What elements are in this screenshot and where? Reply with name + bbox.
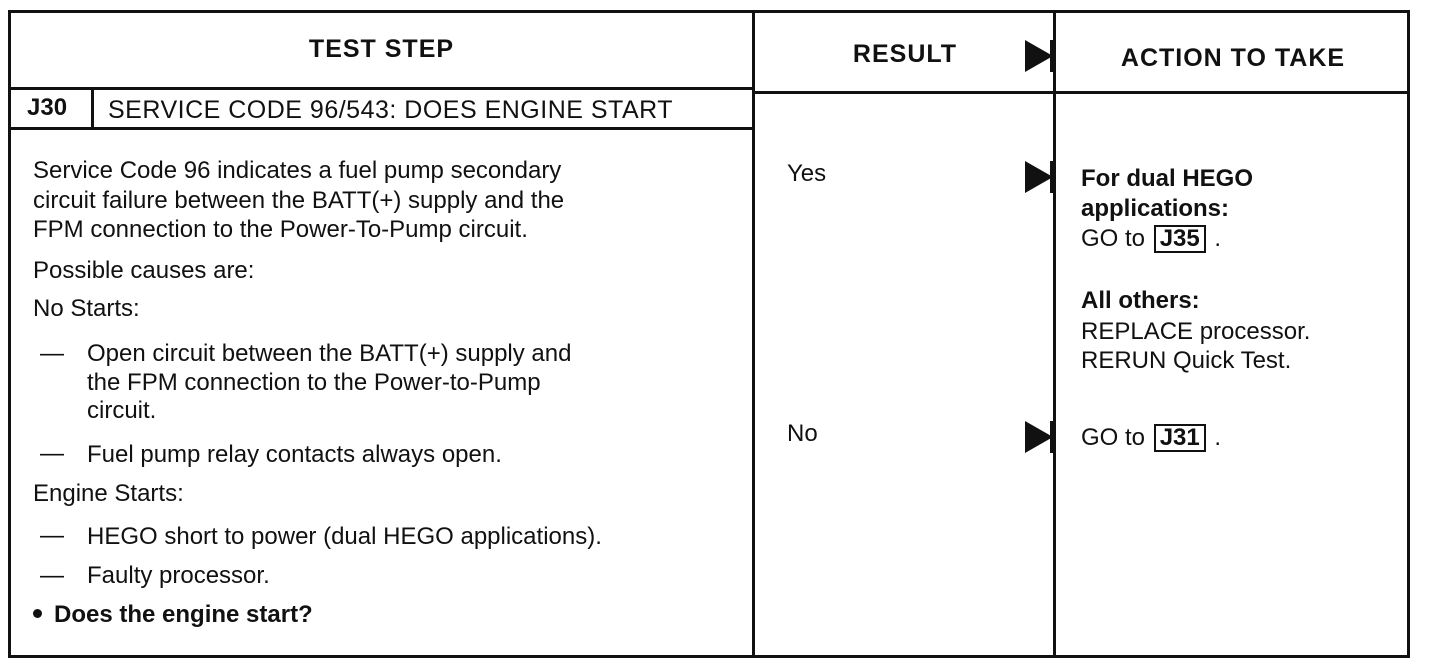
ref-j31[interactable]: J31 — [1154, 424, 1206, 452]
column-divider-result — [752, 10, 755, 658]
cause-1-line-1: Open circuit between the BATT(+) supply and — [87, 340, 572, 367]
action-all-others-heading: All others: — [1081, 287, 1200, 314]
action-no-goto — [1081, 424, 1221, 452]
intro-line-3: FPM connection to the Power-To-Pump circuit. — [33, 216, 528, 243]
goto-text: GO to — [1081, 424, 1146, 451]
bullet-icon — [33, 609, 42, 618]
step-title-divider — [8, 127, 755, 130]
action-replace-processor: REPLACE processor. — [1081, 318, 1311, 345]
cause-4-line-1: Faulty processor. — [87, 562, 270, 589]
period: . — [1214, 424, 1222, 451]
cause-dash-2: — — [40, 440, 64, 467]
question — [33, 601, 313, 629]
header-action: ACTION TO TAKE — [1120, 44, 1346, 72]
column-divider-action — [1053, 10, 1056, 658]
question-text: Does the engine start? — [54, 601, 313, 628]
action-rerun-quick-test: RERUN Quick Test. — [1081, 347, 1292, 374]
period: . — [1214, 225, 1222, 252]
cause-1-line-2: the FPM connection to the Power-to-Pump — [87, 369, 541, 396]
no-starts-label: No Starts: — [33, 295, 140, 322]
header-divider-result-action — [752, 91, 1410, 94]
possible-causes-label: Possible causes are: — [33, 257, 255, 284]
step-code-divider — [91, 87, 94, 130]
header-result: RESULT — [852, 40, 958, 68]
cause-2-line-1: Fuel pump relay contacts always open. — [87, 441, 502, 468]
result-no-arrow-icon — [1025, 421, 1053, 453]
engine-starts-label: Engine Starts: — [33, 480, 184, 507]
header-divider-test-step — [8, 87, 755, 90]
action-dual-hego-heading-1: For dual HEGO — [1081, 165, 1254, 192]
result-yes-arrow-icon — [1025, 161, 1053, 193]
action-dual-hego-heading-2: applications: — [1081, 195, 1230, 222]
intro-line-1: Service Code 96 indicates a fuel pump secondary — [33, 157, 562, 184]
cause-3-line-1: HEGO short to power (dual HEGO applications). — [87, 523, 602, 550]
ref-j35[interactable]: J35 — [1154, 225, 1206, 253]
result-no: No — [787, 420, 818, 447]
result-yes: Yes — [787, 160, 827, 187]
cause-1-line-3: circuit. — [87, 397, 157, 424]
cause-dash-3: — — [40, 522, 64, 549]
intro-line-2: circuit failure between the BATT(+) supply and the — [33, 187, 565, 214]
header-test-step: TEST STEP — [308, 35, 455, 63]
cause-dash-4: — — [40, 562, 64, 589]
cause-dash-1: — — [40, 340, 64, 367]
action-dual-hego-goto — [1081, 225, 1221, 253]
goto-text: GO to — [1081, 225, 1146, 252]
step-title: SERVICE CODE 96/543: DOES ENGINE START — [108, 96, 674, 124]
step-code: J30 — [27, 94, 68, 121]
header-arrow-icon — [1025, 40, 1053, 72]
